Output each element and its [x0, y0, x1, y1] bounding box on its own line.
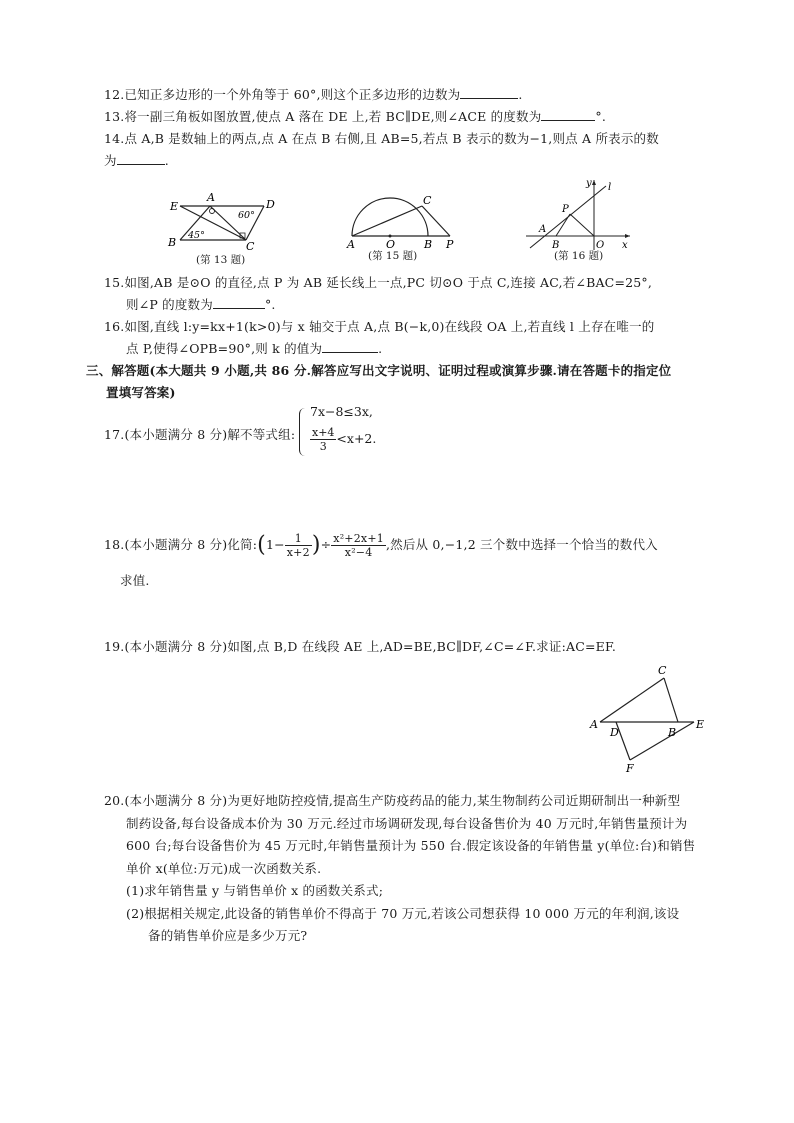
- q17-frac-num: x+4: [312, 426, 335, 439]
- q18-f1-den: x+2: [286, 546, 310, 559]
- fig16-label-l: l: [608, 182, 612, 193]
- fig16-label-x: x: [622, 240, 628, 251]
- fig16-label-A: A: [539, 224, 547, 235]
- fig16-label-P: P: [562, 204, 569, 215]
- q18-left-paren: (: [257, 532, 266, 558]
- q16-line2: 点 P,使得∠OPB=90°,则 k 的值为: [126, 341, 323, 356]
- section-3-header: [86, 360, 718, 404]
- figure-15-diagram: [340, 192, 460, 252]
- fig13-angle-45: 45°: [188, 230, 205, 241]
- q16-end: .: [378, 341, 383, 356]
- q18-f1-num: 1: [285, 532, 312, 546]
- q14-end: .: [164, 153, 169, 168]
- q13-blank: [541, 106, 595, 121]
- q17-ineq2-rest: <x+2.: [336, 431, 377, 446]
- q18-div: ÷: [320, 537, 332, 552]
- question-17: [104, 424, 304, 446]
- q18-f2-num: x²+2x+1: [333, 532, 384, 545]
- figure-16-diagram: [522, 176, 634, 252]
- fig19-label-C: C: [658, 664, 667, 677]
- q18-prefix: 18.(本小题满分 8 分)化简:: [104, 537, 258, 552]
- question-16: [104, 316, 716, 360]
- q18-right-paren: ): [311, 532, 321, 558]
- q12-text: 12.已知正多边形的一个外角等于 60°,则这个正多边形的边数为: [104, 87, 461, 102]
- q19-text: 19.(本小题满分 8 分)如图,点 B,D 在线段 AE 上,AD=BE,BC∥DF,∠C=∠F.求证:AC=EF.: [104, 639, 617, 654]
- q17-brace: [299, 408, 308, 456]
- fig15-label-C: C: [423, 194, 432, 207]
- fig15-caption: (第 15 题): [368, 250, 418, 262]
- q13-text: 13.将一副三角板如图放置,使点 A 落在 DE 上,若 BC∥DE,则∠ACE 的度数为: [104, 109, 542, 124]
- fig15-label-A: A: [347, 238, 355, 251]
- question-20: [104, 790, 734, 948]
- q20-sub2a: (2)根据相关规定,此设备的销售单价不得高于 70 万元,若该公司想获得 10 000 万元的年利润,该设: [126, 905, 680, 921]
- q17-fraction: [310, 426, 336, 453]
- fig19-label-A: A: [590, 718, 598, 731]
- figure-13: [166, 188, 286, 274]
- fig19-label-E: E: [696, 718, 705, 731]
- figure-19: [586, 660, 710, 780]
- fig19-label-D: D: [610, 726, 619, 739]
- section3-line2: 置填写答案): [106, 385, 176, 400]
- q20-line1: 20.(本小题满分 8 分)为更好地防控疫情,提高生产防疫药品的能力,某生物制药公司近期研制出一种新型: [104, 793, 681, 808]
- question-15: [104, 272, 716, 316]
- q16-blank: [322, 338, 378, 353]
- question-18: [104, 532, 734, 559]
- q17-ineq2: [310, 426, 376, 453]
- q14-line1: 14.点 A,B 是数轴上的两点,点 A 在点 B 右侧,且 AB=5,若点 B 表示的数为−1,则点 A 所表示的数: [104, 131, 659, 146]
- q17-ineq1: 7x−8≤3x,: [310, 404, 373, 419]
- fig15-label-B: B: [424, 238, 433, 251]
- q20-line2: 制药设备,每台设备成本价为 30 万元.经过市场调研发现,每台设备售价为 40 万元时,年销售量预计为: [126, 815, 688, 831]
- q20-sub1: (1)求年销售量 y 与销售单价 x 的函数关系式;: [126, 883, 384, 898]
- fig19-label-B: B: [668, 726, 677, 739]
- fig13-label-C: C: [246, 240, 255, 253]
- q12-end: .: [518, 87, 523, 102]
- q20-line4: 单价 x(单位:万元)成一次函数关系.: [126, 860, 322, 876]
- q18-one: 1−: [265, 537, 285, 552]
- fig13-label-B: B: [168, 236, 177, 249]
- fig13-caption: (第 13 题): [196, 254, 246, 266]
- q15-line1: 15.如图,AB 是⊙O 的直径,点 P 为 AB 延长线上一点,PC 切⊙O 于点 C,连接 AC,若∠BAC=25°,: [104, 275, 653, 290]
- q18-line2: 求值.: [120, 573, 150, 588]
- fig13-angle-60: 60°: [238, 210, 255, 221]
- question-19: [104, 636, 716, 658]
- q20-line3: 600 台;每台设备售价为 45 万元时,年销售量预计为 550 台.假定该设备的年销售量 y(单位:台)和销售: [126, 838, 696, 853]
- figure-19-diagram: [586, 660, 710, 776]
- figure-15: [340, 192, 460, 262]
- q15-blank: [213, 294, 265, 309]
- q14-blank: [117, 150, 165, 165]
- q15-end: °.: [264, 297, 276, 312]
- fig16-caption: (第 16 题): [554, 250, 604, 262]
- fig16-label-O: O: [596, 240, 605, 251]
- q18-fraction-1: [285, 532, 312, 559]
- fig16-label-y: y: [586, 178, 592, 189]
- q16-line1: 16.如图,直线 l:y=kx+1(k>0)与 x 轴交于点 A,点 B(−k,0)在线段 OA 上,若直线 l 上存在唯一的: [104, 319, 655, 334]
- q14-line2: 为: [104, 153, 117, 168]
- fig13-label-A: A: [207, 191, 215, 204]
- q15-line2: 则∠P 的度数为: [126, 297, 213, 312]
- section3-line1: 三、解答题(本大题共 9 小题,共 86 分.解答应写出文字说明、证明过程或演算步骤.请在答题卡的指定位: [86, 363, 672, 378]
- fig15-label-O: O: [386, 238, 396, 251]
- question-13: [104, 106, 716, 128]
- q18-suffix: ,然后从 0,−1,2 三个数中选择一个恰当的数代入: [385, 537, 658, 552]
- fig16-label-B: B: [552, 240, 560, 251]
- q12-blank: [460, 84, 518, 99]
- fig19-label-F: F: [626, 762, 634, 775]
- q13-end: °.: [595, 109, 607, 124]
- fig15-label-P: P: [446, 238, 454, 251]
- q20-sub2b: 备的销售单价应是多少万元?: [148, 928, 308, 943]
- q18-f2-den: x²−4: [344, 546, 373, 559]
- question-14: [104, 128, 716, 172]
- q17-frac-den: 3: [319, 440, 327, 453]
- question-12: [104, 84, 716, 106]
- figure-16: [522, 176, 634, 262]
- q18-fraction-2: [331, 532, 386, 559]
- q17-prefix: 17.(本小题满分 8 分)解不等式组:: [104, 427, 296, 442]
- fig13-label-E: E: [170, 200, 179, 213]
- fig13-label-D: D: [266, 198, 275, 211]
